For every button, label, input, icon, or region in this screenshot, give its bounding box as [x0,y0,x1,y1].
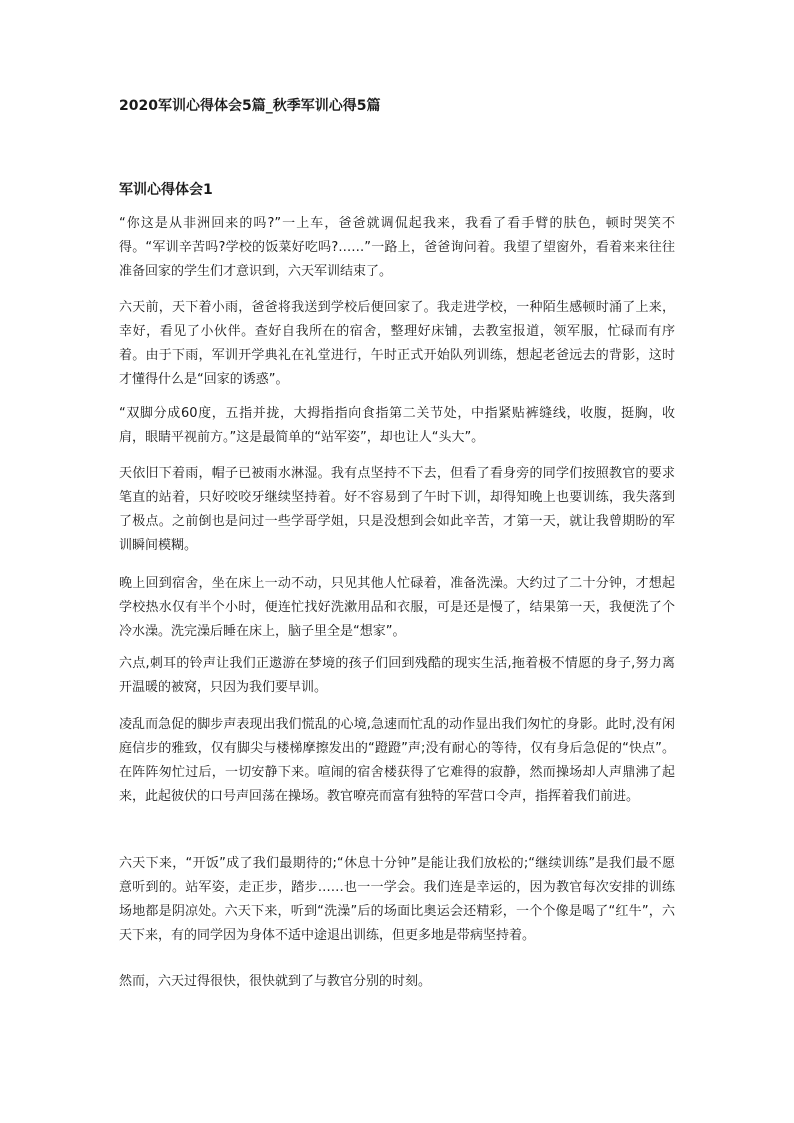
document-title: 2020军训心得体会5篇_秋季军训心得5篇 [119,98,381,114]
paragraph: “双脚分成60度，五指并拢，大拇指指向食指第二关节处，中指紧贴裤缝线，收腹，挺胸，收肩，眼睛平视前方。”这是最简单的“站军姿”，却也让人“头大”。 [119,406,675,445]
paragraph: 六天下来，“开饭”成了我们最期待的;“休息十分钟”是能让我们放松的;“继续训练”是我们最不愿意听到的。站军姿，走正步，踏步……也一一学会。我们连是幸运的，因为教官每次安排的训练场地都是阴凉处。六天下来，听到“洗澡”后的场面比奥运会还精彩，一个个像是喝了“红牛”，六天下来，有的同学因为身体不适中途退出训练，但更多地是带病坚持着。 [119,856,675,943]
section-title: 军训心得体会1 [119,182,213,198]
paragraph: 六点,刺耳的铃声让我们正遨游在梦境的孩子们回到残酷的现实生活,拖着极不情愿的身子,努力离开温暖的被窝，只因为我们要早训。 [119,656,675,695]
paragraph: 晚上回到宿舍，坐在床上一动不动，只见其他人忙碌着，准备洗澡。大约过了二十分钟，才想起学校热水仅有半个小时，便连忙找好洗漱用品和衣服，可是还是慢了，结果第一天，我便洗了个冷水澡。洗完澡后睡在床上，脑子里全是“想家”。 [119,576,675,639]
paragraph: “你这是从非洲回来的吗?”一上车，爸爸就调侃起我来，我看了看手臂的肤色，顿时哭笑不得。“军训辛苦吗?学校的饭菜好吃吗?……”一路上，爸爸询问着。我望了望窗外，看着来来往往准备回家的学生们才意识到，六天军训结束了。 [119,216,675,279]
paragraph: 六天前，天下着小雨，爸爸将我送到学校后便回家了。我走进学校，一种陌生感顿时涌了上来，幸好，看见了小伙伴。查好自我所在的宿舍，整理好床铺，去教室报道，领军服，忙碌而有序着。由于下雨，军训开学典礼在礼堂进行，午时正式开始队列训练，想起老爸远去的背影，这时才懂得什么是“回家的诱惑”。 [119,300,675,387]
paragraph: 然而，六天过得很快，很快就到了与教官分别的时刻。 [119,974,432,989]
paragraph: 天依旧下着雨，帽子已被雨水淋湿。我有点坚持不下去，但看了看身旁的同学们按照教官的要求笔直的站着，只好咬咬牙继续坚持着。好不容易到了午时下训，却得知晚上也要训练，我失落到了极点。之前倒也是问过一些学哥学姐，只是没想到会如此辛苦，才第一天，就让我曾期盼的军训瞬间模糊。 [119,466,675,553]
paragraph: 凌乱而急促的脚步声表现出我们慌乱的心境,急速而忙乱的动作显出我们匆忙的身影。此时,没有闲庭信步的雅致，仅有脚尖与楼梯摩擦发出的“蹬蹬”声;没有耐心的等待，仅有身后急促的“快点”。在阵阵匆忙过后，一切安静下来。喧闹的宿舍楼获得了它难得的寂静，然而操场却人声鼎沸了起来，此起彼伏的口号声回荡在操场。教官嘹亮而富有独特的军营口令声，指挥着我们前进。 [119,717,675,804]
